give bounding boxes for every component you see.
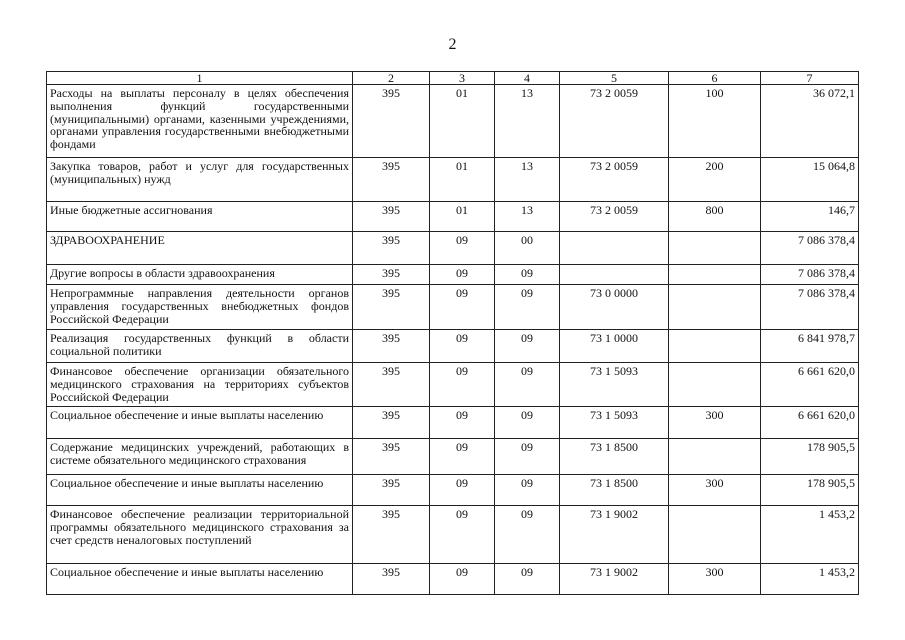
- row-rz: 01: [430, 158, 495, 202]
- row-pr: 13: [495, 202, 560, 232]
- table-row: [47, 285, 859, 330]
- row-pr: 09: [495, 265, 560, 285]
- row-pr: 09: [495, 564, 560, 595]
- row-grbs: 395: [353, 407, 430, 439]
- row-grbs: 395: [353, 265, 430, 285]
- row-pr: 13: [495, 85, 560, 158]
- row-sum: 1 453,2: [761, 506, 859, 564]
- row-vr: 100: [669, 85, 761, 158]
- row-rz: 09: [430, 330, 495, 363]
- row-vr: [669, 439, 761, 475]
- table-row: [47, 85, 859, 158]
- row-vr: 800: [669, 202, 761, 232]
- table-row: [47, 407, 859, 439]
- row-pr: 09: [495, 363, 560, 407]
- row-rz: 09: [430, 564, 495, 595]
- row-name: Непрограммные направления деятельности органов управления государственных внебюджетных фондов Российской Федерации: [47, 285, 353, 330]
- row-name: Закупка товаров, работ и услуг для государственных (муниципальных) нужд: [47, 158, 353, 202]
- row-sum: 6 661 620,0: [761, 363, 859, 407]
- column-header: 1: [47, 72, 353, 85]
- row-sum: 178 905,5: [761, 439, 859, 475]
- column-header: 2: [353, 72, 430, 85]
- column-header: 3: [430, 72, 495, 85]
- table-row: [47, 158, 859, 202]
- row-csr: 73 1 8500: [560, 439, 669, 475]
- row-vr: 300: [669, 564, 761, 595]
- table-row: [47, 506, 859, 564]
- row-rz: 09: [430, 285, 495, 330]
- row-rz: 09: [430, 506, 495, 564]
- row-sum: 15 064,8: [761, 158, 859, 202]
- row-csr: 73 1 9002: [560, 564, 669, 595]
- row-grbs: 395: [353, 232, 430, 265]
- row-csr: 73 0 0000: [560, 285, 669, 330]
- row-name: Реализация государственных функций в области социальной политики: [47, 330, 353, 363]
- row-grbs: 395: [353, 202, 430, 232]
- row-pr: 09: [495, 475, 560, 506]
- row-rz: 01: [430, 202, 495, 232]
- row-name: Социальное обеспечение и иные выплаты населению: [47, 407, 353, 439]
- table-row: [47, 439, 859, 475]
- row-sum: 146,7: [761, 202, 859, 232]
- row-sum: 178 905,5: [761, 475, 859, 506]
- row-vr: [669, 232, 761, 265]
- row-rz: 09: [430, 363, 495, 407]
- row-sum: 36 072,1: [761, 85, 859, 158]
- row-grbs: 395: [353, 475, 430, 506]
- row-vr: 300: [669, 407, 761, 439]
- row-sum: 7 086 378,4: [761, 232, 859, 265]
- row-rz: 09: [430, 232, 495, 265]
- row-sum: 6 841 978,7: [761, 330, 859, 363]
- row-grbs: 395: [353, 330, 430, 363]
- row-pr: 09: [495, 506, 560, 564]
- table-row: [47, 265, 859, 285]
- row-csr: 73 2 0059: [560, 202, 669, 232]
- row-vr: [669, 285, 761, 330]
- row-grbs: 395: [353, 285, 430, 330]
- row-pr: 13: [495, 158, 560, 202]
- row-rz: 09: [430, 475, 495, 506]
- row-vr: 300: [669, 475, 761, 506]
- row-pr: 09: [495, 407, 560, 439]
- row-grbs: 395: [353, 439, 430, 475]
- row-grbs: 395: [353, 564, 430, 595]
- row-rz: 01: [430, 85, 495, 158]
- row-pr: 00: [495, 232, 560, 265]
- column-header: 4: [495, 72, 560, 85]
- column-header: 7: [761, 72, 859, 85]
- row-csr: [560, 232, 669, 265]
- row-rz: 09: [430, 265, 495, 285]
- row-sum: 7 086 378,4: [761, 265, 859, 285]
- row-sum: 7 086 378,4: [761, 285, 859, 330]
- row-name: Социальное обеспечение и иные выплаты населению: [47, 475, 353, 506]
- row-vr: [669, 330, 761, 363]
- row-rz: 09: [430, 439, 495, 475]
- row-grbs: 395: [353, 158, 430, 202]
- table-row: [47, 330, 859, 363]
- row-rz: 09: [430, 407, 495, 439]
- row-csr: 73 2 0059: [560, 158, 669, 202]
- row-grbs: 395: [353, 363, 430, 407]
- table-row: [47, 202, 859, 232]
- row-sum: 6 661 620,0: [761, 407, 859, 439]
- column-header: 6: [669, 72, 761, 85]
- row-csr: 73 1 5093: [560, 363, 669, 407]
- row-csr: 73 1 0000: [560, 330, 669, 363]
- row-pr: 09: [495, 439, 560, 475]
- row-name: Содержание медицинских учреждений, работающих в системе обязательного медицинского страхования: [47, 439, 353, 475]
- page-number: 2: [448, 36, 457, 53]
- row-name: Другие вопросы в области здравоохранения: [47, 265, 353, 285]
- row-name: Финансовое обеспечение организации обязательного медицинского страхования на территориях субъектов Российской Федерации: [47, 363, 353, 407]
- table-row: [47, 363, 859, 407]
- row-name: Социальное обеспечение и иные выплаты населению: [47, 564, 353, 595]
- row-vr: [669, 506, 761, 564]
- row-name: ЗДРАВООХРАНЕНИЕ: [47, 232, 353, 265]
- row-csr: 73 2 0059: [560, 85, 669, 158]
- table-row: [47, 564, 859, 595]
- row-csr: 73 1 8500: [560, 475, 669, 506]
- row-csr: [560, 265, 669, 285]
- row-name: Иные бюджетные ассигнования: [47, 202, 353, 232]
- budget-table: [46, 71, 859, 595]
- row-name: Расходы на выплаты персоналу в целях обеспечения выполнения функций государственными (муниципальными) органами, казенными учреждениями, органами управления государственными внебюджетными фондами: [47, 85, 353, 158]
- row-csr: 73 1 9002: [560, 506, 669, 564]
- row-sum: 1 453,2: [761, 564, 859, 595]
- row-csr: 73 1 5093: [560, 407, 669, 439]
- column-header: 5: [560, 72, 669, 85]
- row-vr: [669, 265, 761, 285]
- table-header-row: [47, 72, 859, 85]
- row-vr: [669, 363, 761, 407]
- row-name: Финансовое обеспечение реализации территориальной программы обязательного медицинского страхования за счет средств неналоговых поступлений: [47, 506, 353, 564]
- table-row: [47, 475, 859, 506]
- row-grbs: 395: [353, 506, 430, 564]
- row-pr: 09: [495, 330, 560, 363]
- row-grbs: 395: [353, 85, 430, 158]
- table-row: [47, 232, 859, 265]
- row-vr: 200: [669, 158, 761, 202]
- row-pr: 09: [495, 285, 560, 330]
